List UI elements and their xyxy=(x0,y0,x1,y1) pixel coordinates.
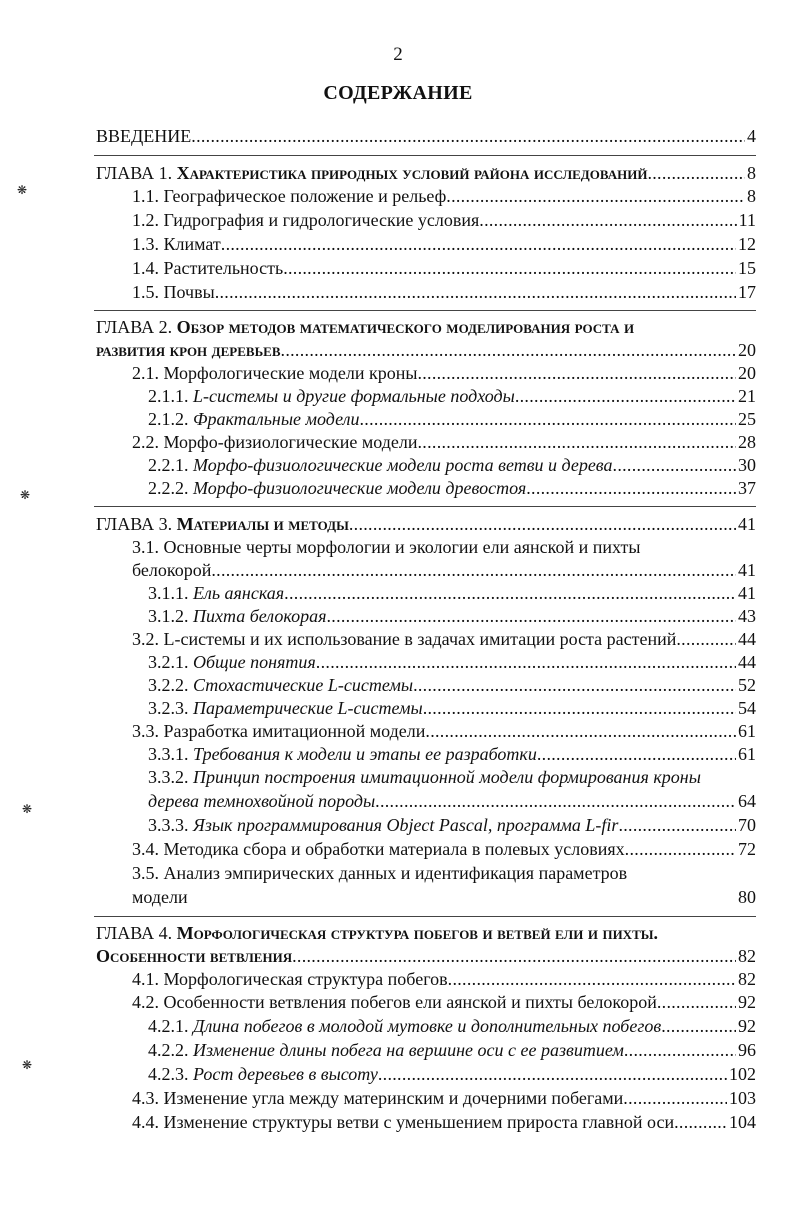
toc-entry-text: Ель аянская xyxy=(193,583,285,603)
toc-entry-num: 2.2.2. xyxy=(148,478,193,498)
toc-entry-chapter-2[interactable] xyxy=(96,339,756,362)
toc-entry-1-5[interactable] xyxy=(132,281,756,304)
dot-leader xyxy=(417,362,736,385)
dot-leader xyxy=(292,945,736,968)
toc-entry-3-4[interactable] xyxy=(132,838,756,861)
toc-entry-text: 1.5. Почвы xyxy=(132,282,215,302)
toc-entry-chapter-4-line1[interactable] xyxy=(96,922,658,945)
toc-entry-text: дерева темнохвойной породы xyxy=(148,791,376,811)
toc-entry-num: 2.1.2. xyxy=(148,409,193,429)
toc-entry-num: 3.3.1. xyxy=(148,744,193,764)
toc-page-number: 30 xyxy=(738,455,756,475)
toc-entry-text: Рост деревьев в высоту xyxy=(193,1064,378,1084)
toc-entry-num: 3.1.1. xyxy=(148,583,193,603)
toc-entry-3-1-line1[interactable]: 3.1. Основные черты морфологии и экологии ели аянской и пихты xyxy=(132,537,641,557)
toc-page-number: 37 xyxy=(738,478,756,498)
toc-entry-2-1-1[interactable] xyxy=(148,385,756,408)
toc-entry-text: 1.1. Географическое положение и рельеф xyxy=(132,186,447,206)
toc-entry-2-2-2[interactable] xyxy=(148,477,756,500)
toc-entry-text: 1.2. Гидрография и гидрологические условия xyxy=(132,210,480,230)
toc-entry-text: Пихта белокорая xyxy=(193,606,327,626)
toc-entry-text: Параметрические L-системы xyxy=(193,698,423,718)
toc-entry-text: 4.4. Изменение структуры ветви с уменьшением прироста главной оси xyxy=(132,1112,675,1132)
toc-entry-4-1[interactable] xyxy=(132,968,756,991)
toc-page-number: 8 xyxy=(747,163,756,183)
dot-leader xyxy=(676,628,736,651)
chapter-heading: Морфологическая структура побегов и ветвей ели и пихты. xyxy=(176,923,659,943)
separator xyxy=(94,155,756,156)
toc-page-number: 21 xyxy=(738,386,756,406)
toc-page-number: 41 xyxy=(738,560,756,580)
toc-entry-text: 3.4. Методика сбора и обработки материала в полевых условиях xyxy=(132,839,625,859)
toc-entry-chapter-4[interactable] xyxy=(96,945,756,968)
separator xyxy=(94,506,756,507)
chapter-prefix: ГЛАВА 3. xyxy=(96,514,177,534)
toc-page-number: 103 xyxy=(729,1088,756,1108)
chapter-prefix: ГЛАВА 1. xyxy=(96,163,177,183)
toc-entry-num: 4.2.3. xyxy=(148,1064,193,1084)
toc-entry-1-4[interactable] xyxy=(132,257,756,280)
toc-page-number: 4 xyxy=(747,126,756,146)
toc-entry-text: модели xyxy=(132,887,188,907)
toc-entry-text: Язык программирования Object Pascal, программа L-fir xyxy=(193,815,619,835)
toc-entry-4-2-2[interactable] xyxy=(148,1039,756,1062)
dot-leader xyxy=(316,651,736,674)
toc-entry-chapter-3[interactable] xyxy=(96,513,756,536)
scan-mark: ❋ xyxy=(22,802,33,816)
toc-entry-2-1-2[interactable] xyxy=(148,408,756,431)
chapter-heading-cont: Особенности ветвления xyxy=(96,946,293,966)
toc-entry-text: 1.3. Климат xyxy=(132,234,221,254)
toc-page-number: 20 xyxy=(738,340,756,360)
toc-entry-text: 4.3. Изменение угла между материнским и дочерними побегами xyxy=(132,1088,624,1108)
toc-page-number: 8 xyxy=(747,186,756,206)
dot-leader xyxy=(479,209,736,232)
toc-entry-1-2[interactable] xyxy=(132,209,756,232)
dot-leader xyxy=(326,605,736,628)
toc-entry-text: Принцип построения имитационной модели формирования кроны xyxy=(193,767,701,787)
toc-entry-3-1[interactable] xyxy=(132,559,756,582)
chapter-heading: Материалы и методы xyxy=(176,514,349,534)
toc-page-number: 102 xyxy=(729,1064,756,1084)
toc-entry-text: 4.1. Морфологическая структура побегов xyxy=(132,969,448,989)
dot-leader xyxy=(625,838,736,861)
dot-leader xyxy=(423,697,736,720)
toc-page-number: 61 xyxy=(738,744,756,764)
separator xyxy=(94,916,756,917)
toc-page-number: 11 xyxy=(738,210,756,230)
toc-page-number: 41 xyxy=(738,583,756,603)
dot-leader xyxy=(281,339,736,362)
toc-entry-num: 4.2.2. xyxy=(148,1040,193,1060)
page-title: СОДЕРЖАНИЕ xyxy=(323,82,473,104)
dot-leader xyxy=(413,674,736,697)
toc-entry-3-2[interactable] xyxy=(132,628,756,651)
toc-page-number: 80 xyxy=(738,887,756,907)
toc-entry-3-2-3[interactable] xyxy=(148,697,756,720)
dot-leader xyxy=(515,385,736,408)
toc-entry-text: 2.2. Морфо-физиологические модели xyxy=(132,432,418,452)
toc-entry-3-3-1[interactable] xyxy=(148,743,756,766)
toc-entry-2-1[interactable] xyxy=(132,362,756,385)
toc-entry-num: 2.2.1. xyxy=(148,455,193,475)
scan-mark: ❋ xyxy=(17,183,28,197)
toc-entry-text: Изменение длины побега на вершине оси с ее развитием xyxy=(193,1040,624,1060)
toc-entry-4-2-1[interactable] xyxy=(148,1015,756,1038)
toc-entry-2-2[interactable] xyxy=(132,431,756,454)
toc-entry-1-1[interactable] xyxy=(132,185,756,208)
toc-page-number: 92 xyxy=(738,992,756,1012)
toc-page-number: 64 xyxy=(738,791,756,811)
toc-page-number: 104 xyxy=(729,1112,756,1132)
toc-entry-3-3-3[interactable] xyxy=(148,814,756,837)
toc-page-number: 17 xyxy=(738,282,756,302)
toc-entry-text: 2.1. Морфологические модели кроны xyxy=(132,363,418,383)
chapter-prefix: ГЛАВА 2. xyxy=(96,317,177,337)
chapter-heading: Обзор методов математического моделирования роста и xyxy=(176,317,635,337)
toc-entry-num: 3.2.1. xyxy=(148,652,193,672)
toc-page-number: 61 xyxy=(738,721,756,741)
toc-entry-3-3-2[interactable] xyxy=(148,790,756,813)
separator xyxy=(94,310,756,311)
toc-entry-2-2-1[interactable] xyxy=(148,454,756,477)
toc-entry-intro[interactable] xyxy=(96,125,756,148)
toc-entry-1-3[interactable] xyxy=(132,233,756,256)
toc-entry-4-3[interactable] xyxy=(132,1087,756,1110)
toc-entry-text: 3.2. L-системы и их использование в задачах имитации роста растений xyxy=(132,629,677,649)
dot-leader xyxy=(360,408,737,431)
toc-entry-chapter-2-line1[interactable] xyxy=(96,316,634,339)
dot-leader xyxy=(623,1087,727,1110)
toc-page-number: 92 xyxy=(738,1016,756,1036)
toc-entry-3-5-line1[interactable]: 3.5. Анализ эмпирических данных и идентификация параметров xyxy=(132,863,628,883)
toc-page-number: 41 xyxy=(738,514,756,534)
toc-page-number: 70 xyxy=(738,815,756,835)
toc-entry-num: 4.2.1. xyxy=(148,1016,193,1036)
toc-entry-4-2-3[interactable] xyxy=(148,1063,756,1086)
toc-entry-3-1-2[interactable] xyxy=(148,605,756,628)
toc-entry-3-2-1[interactable] xyxy=(148,651,756,674)
toc-page-number: 15 xyxy=(738,258,756,278)
chapter-prefix: ГЛАВА 4. xyxy=(96,923,177,943)
toc-page-number: 25 xyxy=(738,409,756,429)
scan-mark: ❋ xyxy=(22,1058,33,1072)
dot-leader xyxy=(618,814,736,837)
toc-entry-text: Длина побегов в молодой мутовке и дополнительных побегов xyxy=(193,1016,662,1036)
toc-entry-text: 3.3. Разработка имитационной модели xyxy=(132,721,426,741)
dot-leader xyxy=(537,743,736,766)
toc-page-number: 82 xyxy=(738,946,756,966)
toc-entry-3-3[interactable] xyxy=(132,720,756,743)
toc-entry-chapter-1[interactable] xyxy=(96,162,756,185)
toc-entry-num: 3.1.2. xyxy=(148,606,193,626)
toc-entry-num: 3.3.2. xyxy=(148,767,193,787)
dot-leader xyxy=(647,162,745,185)
toc-entry-text: Фрактальные модели xyxy=(193,409,360,429)
toc-page-number: 82 xyxy=(738,969,756,989)
toc-entry-3-2-2[interactable] xyxy=(148,674,756,697)
toc-entry-text: ВВЕДЕНИЕ xyxy=(96,126,192,146)
toc-entry-text: L-системы и другие формальные подходы xyxy=(193,386,515,406)
toc-entry-text: 1.4. Растительность xyxy=(132,258,284,278)
toc-entry-num: 2.1.1. xyxy=(148,386,193,406)
dot-leader xyxy=(526,477,736,500)
toc-entry-text: белокорой xyxy=(132,560,212,580)
toc-entry-num: 3.3.3. xyxy=(148,815,193,835)
dot-leader xyxy=(418,431,737,454)
dot-leader xyxy=(446,185,745,208)
toc-entry-text: 4.2. Особенности ветвления побегов ели аянской и пихты белокорой xyxy=(132,992,657,1012)
toc-page-number: 44 xyxy=(738,629,756,649)
toc-entry-3-5[interactable] xyxy=(132,886,756,909)
scan-mark: ❋ xyxy=(20,488,31,502)
page-number: 2 xyxy=(393,44,403,65)
toc-entry-3-3-2-line1[interactable] xyxy=(148,766,701,789)
toc-entry-3-1-1[interactable] xyxy=(148,582,756,605)
toc-entry-text: Общие понятия xyxy=(193,652,316,672)
toc-page-number: 96 xyxy=(738,1040,756,1060)
toc-entry-4-2[interactable] xyxy=(132,991,756,1014)
dot-leader xyxy=(378,1063,727,1086)
dot-leader xyxy=(613,454,736,477)
toc-page-number: 52 xyxy=(738,675,756,695)
dot-leader xyxy=(215,281,736,304)
dot-leader xyxy=(425,720,736,743)
dot-leader xyxy=(674,1111,727,1134)
chapter-heading: Характеристика природных условий района исследований xyxy=(176,163,648,183)
toc-page-number: 20 xyxy=(738,363,756,383)
toc-page-number: 44 xyxy=(738,652,756,672)
toc-entry-text: Требования к модели и этапы ее разработки xyxy=(193,744,537,764)
dot-leader xyxy=(661,1015,736,1038)
dot-leader xyxy=(211,559,736,582)
dot-leader xyxy=(657,991,736,1014)
chapter-heading-cont: развития крон деревьев xyxy=(96,340,281,360)
dot-leader xyxy=(624,1039,736,1062)
toc-page-number: 72 xyxy=(738,839,756,859)
dot-leader xyxy=(283,257,736,280)
toc-page-number: 54 xyxy=(738,698,756,718)
dot-leader xyxy=(284,582,736,605)
toc-entry-num: 3.2.2. xyxy=(148,675,193,695)
toc-page-number: 43 xyxy=(738,606,756,626)
dot-leader xyxy=(349,513,736,536)
toc-page-number: 28 xyxy=(738,432,756,452)
dot-leader xyxy=(191,125,745,148)
toc-entry-text: Стохастические L-системы xyxy=(193,675,414,695)
toc-entry-num: 3.2.3. xyxy=(148,698,193,718)
toc-entry-text: Морфо-физиологические модели роста ветви и дерева xyxy=(193,455,613,475)
toc-entry-4-4[interactable] xyxy=(132,1111,756,1134)
toc-entry-text: Морфо-физиологические модели древостоя xyxy=(193,478,527,498)
dot-leader xyxy=(448,968,736,991)
dot-leader xyxy=(221,233,736,256)
toc-page-number: 12 xyxy=(738,234,756,254)
dot-leader xyxy=(375,790,736,813)
